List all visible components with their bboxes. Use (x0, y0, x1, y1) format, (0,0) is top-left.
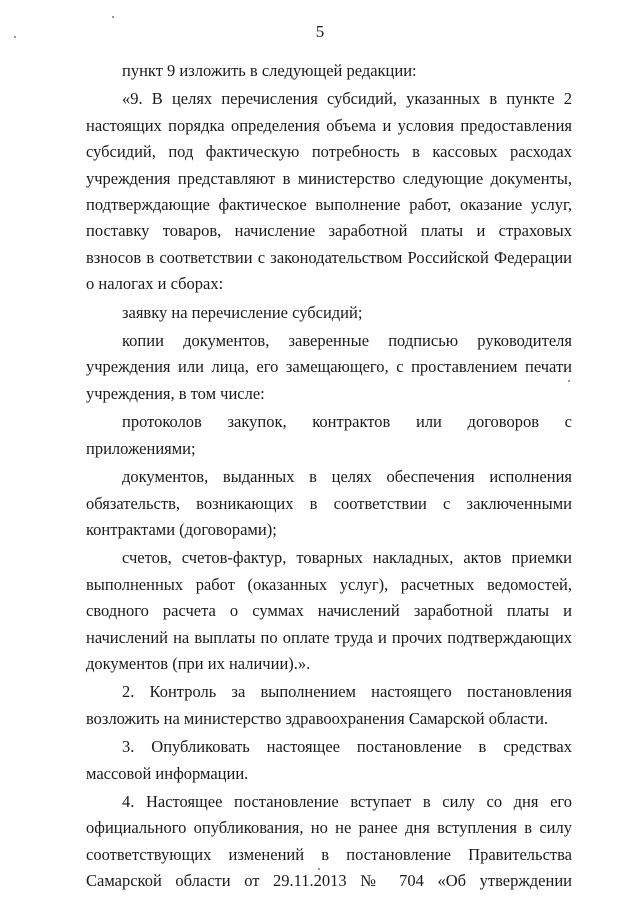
paragraph-item-9: «9. В целях перечисления субсидий, указанных в пункте 2 настоящих порядка определения объема и условия предоставления субсидий, под фактическую потребность в кассовых расходах учреждения представляют в министерство следующие документы, подтверждающие фактическое выполнение работ, оказание услуг, поставку товаров, начисление заработной платы и страховых взносов в соответствии с законодательством Российской Федерации о налогах и сборах: (86, 89, 572, 294)
scan-speck (14, 36, 16, 38)
document-body (86, 58, 572, 895)
paragraph-invoices: счетов, счетов-фактур, товарных накладных, актов приемки выполненных работ (оказанных услуг), расчетных ведомостей, сводного расчета о суммах начислений заработной платы и начислений на выплаты по оплате труда и прочих подтверждающих документов (при их наличии).». (86, 548, 572, 673)
paragraph-section-2: 2. Контроль за выполнением настоящего постановления возложить на министерство здравоохранения Самарской области. (86, 682, 572, 728)
paragraph-document-copies: копии документов, заверенные подписью руководителя учреждения или лица, его замещающего, с проставлением печати учреждения, в том числе: (86, 331, 572, 403)
paragraph-section-3: 3. Опубликовать настоящее постановление в средствах массовой информации. (86, 737, 572, 783)
page-number: 5 (315, 22, 325, 41)
paragraph-procurement-protocols: протоколов закупок, контрактов или договоров с приложениями; (86, 412, 572, 458)
paragraph-intro: пункт 9 изложить в следующей редакции: (122, 61, 417, 80)
paragraph-section-4: 4. Настоящее постановление вступает в силу со дня его официального опубликования, но не ранее дня вступления в силу соответствующих изменений в постановление Правительства Самарской области от 29.11.2013 № 704 «Об утверждении (86, 791, 572, 891)
paragraph-security-documents: документов, выданных в целях обеспечения исполнения обязательств, возникающих в соответствии с заключенными контрактами (договорами); (86, 467, 572, 539)
paragraph-subsidy-request: заявку на перечисление субсидий; (122, 302, 363, 322)
scan-speck (112, 16, 114, 18)
